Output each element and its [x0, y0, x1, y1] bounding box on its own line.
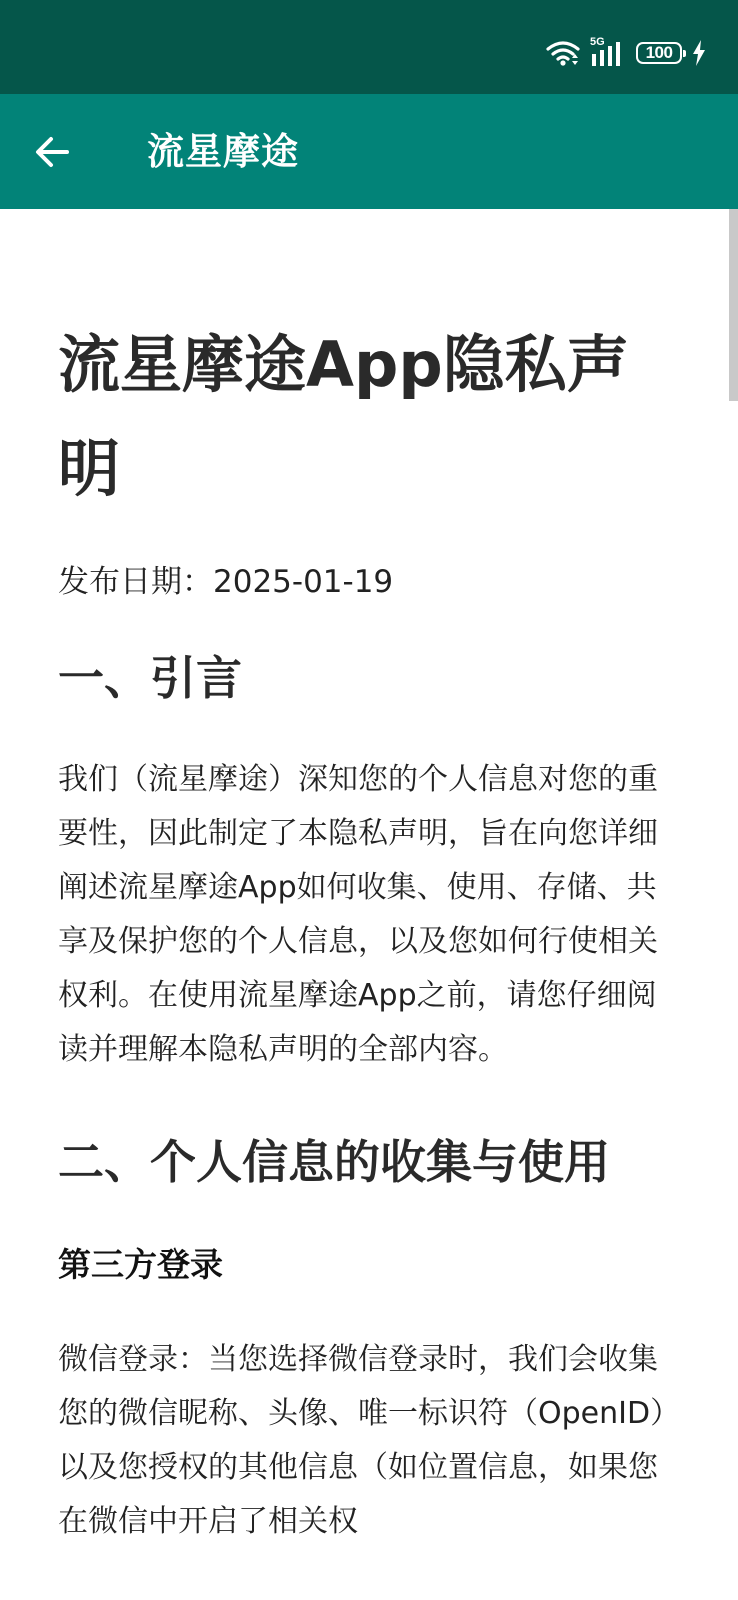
network-type-label: 5G [590, 36, 605, 48]
charging-bolt-icon [692, 40, 706, 66]
wifi-icon [546, 40, 580, 66]
section-heading-collection: 二、个人信息的收集与使用 [58, 1135, 610, 1189]
scrollbar-thumb[interactable] [729, 209, 738, 401]
document-body [0, 313, 738, 1549]
document-title: 流星摩途App隐私声明 [58, 328, 629, 505]
app-bar-title: 流星摩途 [147, 130, 299, 173]
privacy-statement-content[interactable] [0, 209, 738, 1600]
introduction-paragraph: 我们（流星摩途）深知您的个人信息对您的重要性，因此制定了本隐私声明，旨在向您详细阐述流星摩途App如何收集、使用、存储、共享及保护您的个人信息，以及您如何行使相关权利。在使用流星摩途App之前，请您仔细阅读并理解本隐私声明的全部内容。 [58, 762, 658, 1067]
subheading-third-party-login: 第三方登录 [58, 1245, 223, 1284]
publish-date: 发布日期：2025-01-19 [58, 564, 394, 600]
battery-indicator [636, 42, 682, 64]
status-bar [0, 0, 738, 94]
back-button[interactable] [24, 124, 80, 180]
status-icons [546, 38, 706, 68]
app-bar [0, 94, 738, 209]
back-arrow-icon [34, 134, 70, 170]
wechat-login-paragraph: 微信登录：当您选择微信登录时，我们会收集您的微信昵称、头像、唯一标识符（OpenID）以及您授权的其他信息（如位置信息，如果您在微信中开启了相关权 [58, 1342, 666, 1539]
battery-level: 100 [645, 43, 673, 62]
cellular-signal [590, 36, 626, 66]
section-heading-introduction: 一、引言 [58, 651, 242, 705]
